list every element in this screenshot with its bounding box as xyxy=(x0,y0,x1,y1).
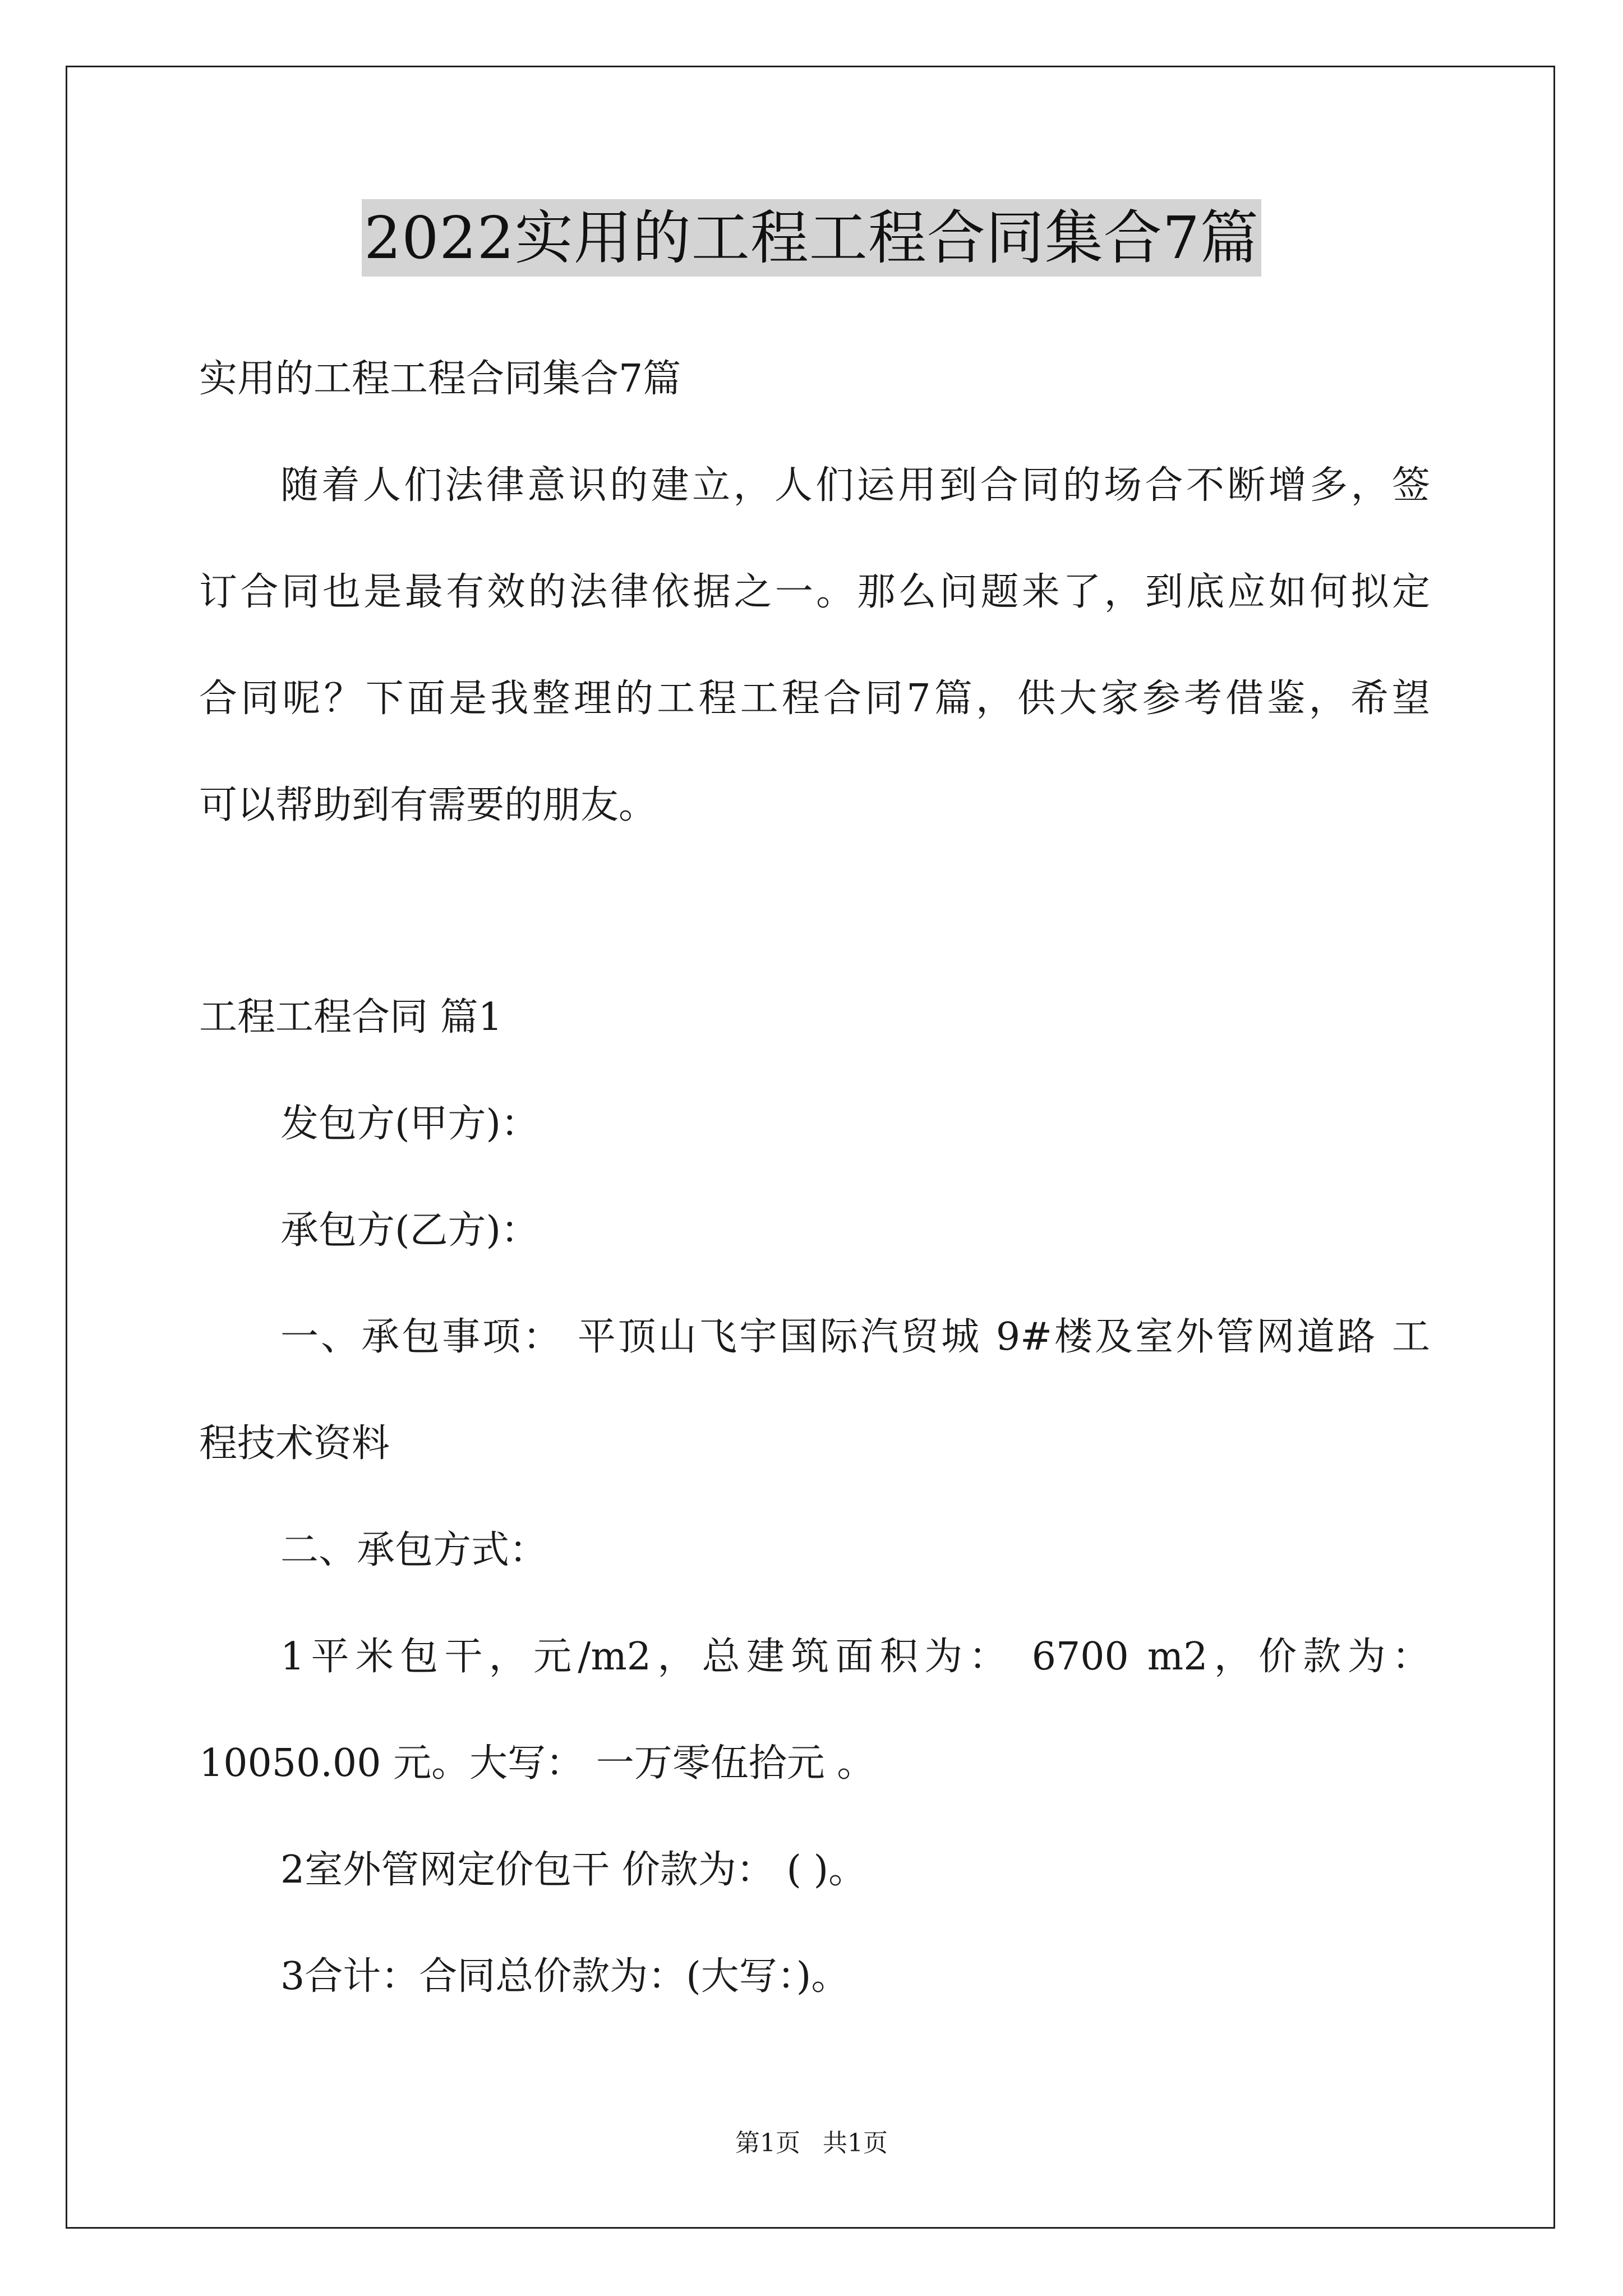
party-a-label: 发包方(甲方)： xyxy=(280,1102,540,1146)
intro-line-2: 订合同也是最有效的法律依据之一。那么问题来了，到底应如何拟定 xyxy=(199,570,1430,614)
item1-line-2: 程技术资料 xyxy=(199,1421,390,1466)
item2-1-line-2: 10050.00 元。大写： 一万零伍拾元 。 xyxy=(199,1741,875,1786)
page-total: 共1页 xyxy=(823,2129,888,2157)
item2-3-line: 3合计：合同总价款为：(大写：)。 xyxy=(280,1954,850,1999)
document-title: 2022实用的工程工程合同集合7篇 xyxy=(362,199,1261,277)
intro-line-1: 随着人们法律意识的建立，人们运用到合同的场合不断增多，签 xyxy=(280,463,1430,508)
intro-line-3: 合同呢？下面是我整理的工程工程合同7篇，供大家参考借鉴，希望 xyxy=(199,677,1430,721)
section-heading: 工程工程合同 篇1 xyxy=(199,995,502,1039)
intro-line-4: 可以帮助到有需要的朋友。 xyxy=(199,783,657,827)
item2-heading: 二、承包方式： xyxy=(280,1528,548,1572)
item1-line-1: 一、承包事项： 平顶山飞宇国际汽贸城 9#楼及室外管网道路 工 xyxy=(280,1315,1430,1359)
document-subtitle: 实用的工程工程合同集合7篇 xyxy=(199,357,681,401)
item2-2-line: 2室外管网定价包干 价款为： ( )。 xyxy=(280,1848,867,1892)
title-container xyxy=(0,199,1623,277)
page-number: 第1页 xyxy=(735,2129,800,2157)
item2-1-line-1: 1平米包干，元/m2，总建筑面积为： 6700 m2，价款为： xyxy=(280,1635,1430,1679)
party-b-label: 承包方(乙方)： xyxy=(280,1208,540,1253)
page-footer xyxy=(0,2128,1623,2159)
